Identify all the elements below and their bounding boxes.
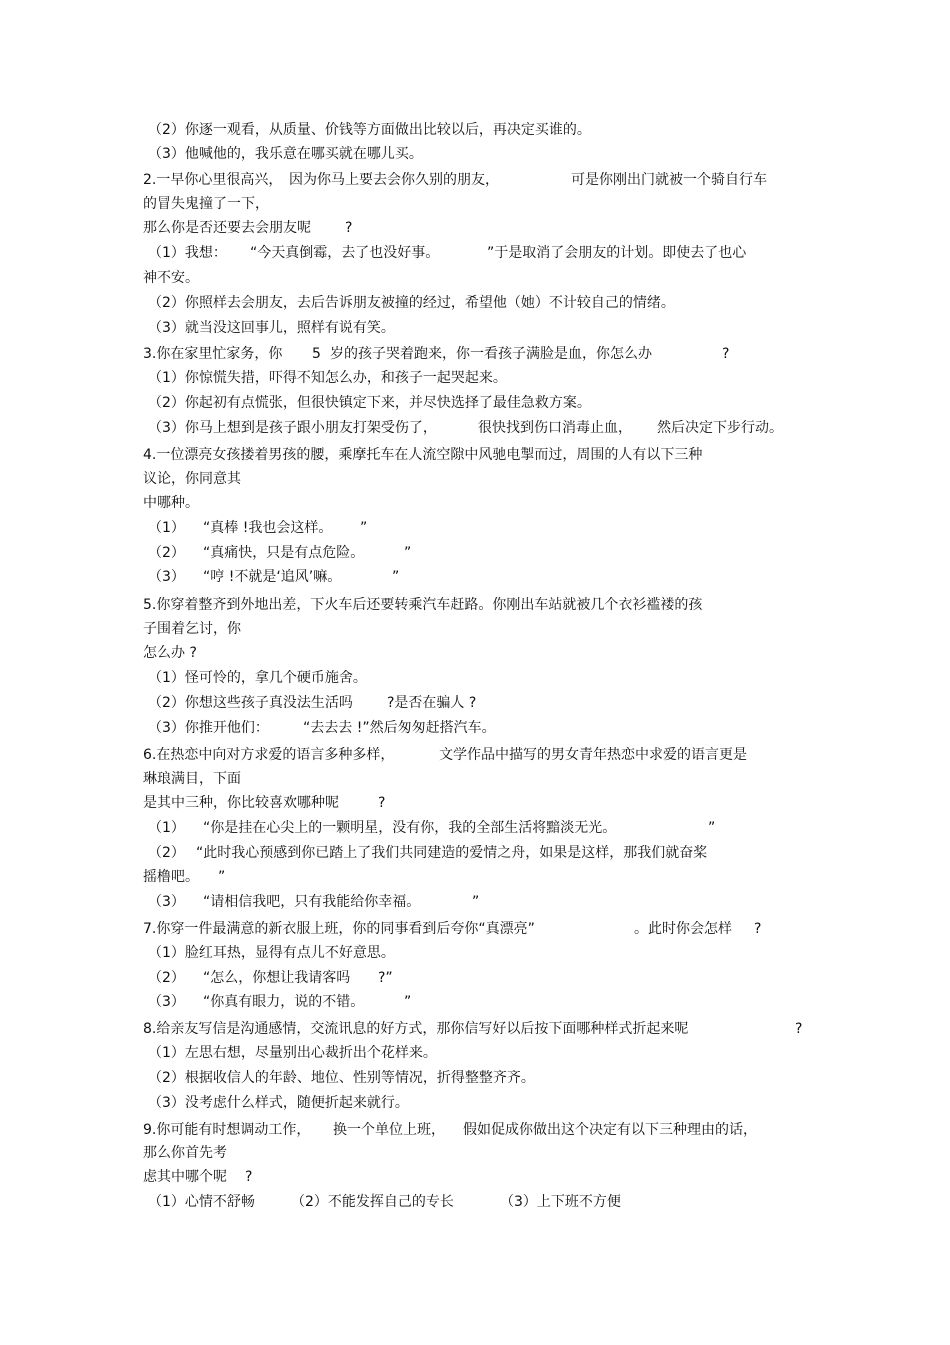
text-line	[0, 1142, 950, 1164]
text-line	[0, 594, 950, 616]
text-segment: ”	[360, 520, 368, 536]
text-line	[0, 119, 950, 141]
text-segment: 4.一位漂亮女孩搂着男孩的腰，乘摩托车在人流空隙中风驰电掣而过，周围的人有以下三种	[143, 447, 703, 463]
text-segment: 岁的孩子哭着跑来，你一看孩子满脸是血，你怎么办	[330, 346, 652, 362]
text-segment: 文学作品中描写的男女青年热恋中求爱的语言更是	[439, 747, 747, 763]
text-segment: “此时我心预感到你已踏上了我们共同建造的爱情之舟，如果是这样，那我们就奋桨	[196, 845, 708, 861]
text-segment: （2）你照样去会朋友，去后告诉朋友被撞的经过，希望他（她）不计较自己的情绪。	[148, 295, 675, 311]
text-line	[0, 967, 950, 989]
text-line	[0, 942, 950, 964]
text-segment: （3）	[148, 569, 185, 585]
text-segment: 虑其中哪个呢	[143, 1169, 227, 1185]
text-segment: “你是挂在心尖上的一颗明星，没有你，我的全部生活将黯淡无光。	[203, 820, 617, 836]
text-segment: ?	[378, 795, 386, 811]
text-segment: （3）没考虑什么样式，随便折起来就行。	[148, 1095, 409, 1111]
text-segment: ?	[754, 921, 762, 937]
text-segment: ”	[218, 869, 226, 885]
text-segment: ”	[472, 894, 480, 910]
text-line	[0, 842, 950, 864]
text-segment: ?	[722, 346, 730, 362]
text-line	[0, 618, 950, 640]
text-segment: （2）不能发挥自己的专长	[291, 1194, 454, 1210]
text-segment: 5.你穿着整齐到外地出差，下火车后还要转乘汽车赶路。你刚出车站就被几个衣衫褴褛的孩	[143, 597, 703, 613]
text-segment: （3）	[148, 994, 185, 1010]
text-segment: （2）你逐一观看，从质量、价钱等方面做出比较以后，再决定买谁的。	[148, 122, 591, 138]
text-line	[0, 991, 950, 1013]
text-segment: （1）怪可怜的，拿几个硬币施舍。	[148, 670, 367, 686]
text-line	[0, 866, 950, 888]
text-segment: （3）上下班不方便	[500, 1194, 621, 1210]
text-segment: （2）根据收信人的年龄、地位、性别等情况，折得整整齐齐。	[148, 1070, 535, 1086]
text-line	[0, 267, 950, 289]
text-segment: 2.一早你心里很高兴，	[143, 172, 283, 188]
text-segment: 8.给亲友写信是沟通感情，交流讯息的好方式，那你信写好以后按下面哪种样式折起来呢	[143, 1021, 689, 1037]
text-line	[0, 143, 950, 165]
text-line	[0, 317, 950, 339]
text-segment: “今天真倒霉，去了也没好事。	[250, 245, 440, 261]
text-segment: （2）	[148, 545, 185, 561]
text-segment: “哼 !不就是‘追风’嘛。	[203, 569, 342, 585]
text-segment: ?	[345, 220, 353, 236]
text-segment: （2）	[148, 845, 185, 861]
text-segment: （3）他喊他的，我乐意在哪买就在哪儿买。	[148, 146, 423, 162]
text-line	[0, 444, 950, 466]
text-segment: 的冒失鬼撞了一下，	[143, 196, 269, 212]
text-segment: （2）你起初有点慌张，但很快镇定下来，并尽快选择了最佳急救方案。	[148, 395, 591, 411]
text-segment: 子围着乞讨，你	[143, 621, 241, 637]
text-segment: 神不安。	[143, 270, 199, 286]
text-segment: （1）	[148, 820, 185, 836]
text-segment: 是其中三种，你比较喜欢哪种呢	[143, 795, 339, 811]
text-segment: 7.你穿一件最满意的新衣服上班，你的同事看到后夸你“真漂亮”	[143, 921, 535, 937]
text-segment: （3）就当没这回事儿，照样有说有笑。	[148, 320, 395, 336]
text-segment: “真棒 !我也会这样。	[203, 520, 333, 536]
text-segment: （1）我想：	[148, 245, 227, 261]
text-segment: 9.你可能有时想调动工作，	[143, 1122, 311, 1138]
text-line	[0, 918, 950, 940]
text-segment: ”	[404, 545, 412, 561]
text-line	[0, 692, 950, 714]
text-segment: 然后决定下步行动。	[657, 420, 783, 436]
text-line	[0, 744, 950, 766]
text-segment: 议论，你同意其	[143, 471, 241, 487]
text-segment: 。此时你会怎样	[634, 921, 732, 937]
text-line	[0, 542, 950, 564]
text-segment: 中哪种。	[143, 495, 199, 511]
text-segment: 换一个单位上班，	[333, 1122, 445, 1138]
text-segment: （3）	[148, 894, 185, 910]
text-segment: “去去去 !”然后匆匆赶搭汽车。	[303, 720, 496, 736]
text-line	[0, 517, 950, 539]
text-line	[0, 1042, 950, 1064]
text-segment: （3）你推开他们：	[148, 720, 269, 736]
text-line	[0, 891, 950, 913]
text-line	[0, 1166, 950, 1188]
text-line	[0, 392, 950, 414]
text-segment: （1）脸红耳热，显得有点儿不好意思。	[148, 945, 395, 961]
text-segment: 很快找到伤口消毒止血，	[478, 420, 632, 436]
text-line	[0, 417, 950, 439]
text-segment: 因为你马上要去会你久别的朋友，	[289, 172, 499, 188]
text-line	[0, 217, 950, 239]
text-line	[0, 193, 950, 215]
text-segment: “怎么，你想让我请客吗	[203, 970, 351, 986]
text-segment: 3.你在家里忙家务，你	[143, 346, 283, 362]
text-line	[0, 292, 950, 314]
text-segment: 假如促成你做出这个决定有以下三种理由的话，	[463, 1122, 757, 1138]
text-line	[0, 1018, 950, 1040]
text-line	[0, 242, 950, 264]
text-segment: 可是你刚出门就被一个骑自行车	[571, 172, 767, 188]
text-segment: （2）	[148, 970, 185, 986]
text-segment: “你真有眼力，说的不错。	[203, 994, 365, 1010]
text-segment: 5	[312, 346, 321, 362]
text-segment: （3）你马上想到是孩子跟小朋友打架受伤了，	[148, 420, 437, 436]
text-segment: “真痛快，只是有点危险。	[203, 545, 365, 561]
text-segment: 怎么办 ?	[143, 645, 197, 661]
text-line	[0, 367, 950, 389]
text-line	[0, 667, 950, 689]
text-segment: （2）你想这些孩子真没法生活吗	[148, 695, 353, 711]
text-line	[0, 169, 950, 191]
text-segment: 摇橹吧。	[143, 869, 199, 885]
text-segment: 那么你是否还要去会朋友呢	[143, 220, 311, 236]
text-line	[0, 566, 950, 588]
text-line	[0, 1067, 950, 1089]
text-segment: ”	[708, 820, 716, 836]
text-segment: 6.在热恋中向对方求爱的语言多种多样，	[143, 747, 395, 763]
text-segment: ?”	[378, 970, 393, 986]
text-line	[0, 717, 950, 739]
text-segment: （1）心情不舒畅	[148, 1194, 255, 1210]
text-segment: ”	[392, 569, 400, 585]
text-segment: ?是否在骗人 ?	[387, 695, 477, 711]
text-line	[0, 492, 950, 514]
text-segment: （1）左思右想，尽量别出心裁折出个花样来。	[148, 1045, 437, 1061]
text-line	[0, 642, 950, 664]
text-segment: ?	[795, 1021, 803, 1037]
text-line	[0, 1092, 950, 1114]
text-line	[0, 792, 950, 814]
text-line	[0, 343, 950, 365]
text-segment: 那么你首先考	[143, 1145, 227, 1161]
text-segment: ”	[404, 994, 412, 1010]
text-line	[0, 768, 950, 790]
text-segment: “请相信我吧，只有我能给你幸福。	[203, 894, 421, 910]
text-line	[0, 468, 950, 490]
text-line	[0, 1191, 950, 1213]
text-segment: ”于是取消了会朋友的计划。即使去了也心	[487, 245, 747, 261]
text-segment: ?	[245, 1169, 253, 1185]
text-segment: （1）你惊慌失措，吓得不知怎么办，和孩子一起哭起来。	[148, 370, 507, 386]
text-line	[0, 1119, 950, 1141]
text-segment: 琳琅满目，下面	[143, 771, 241, 787]
text-line	[0, 817, 950, 839]
text-segment: （1）	[148, 520, 185, 536]
